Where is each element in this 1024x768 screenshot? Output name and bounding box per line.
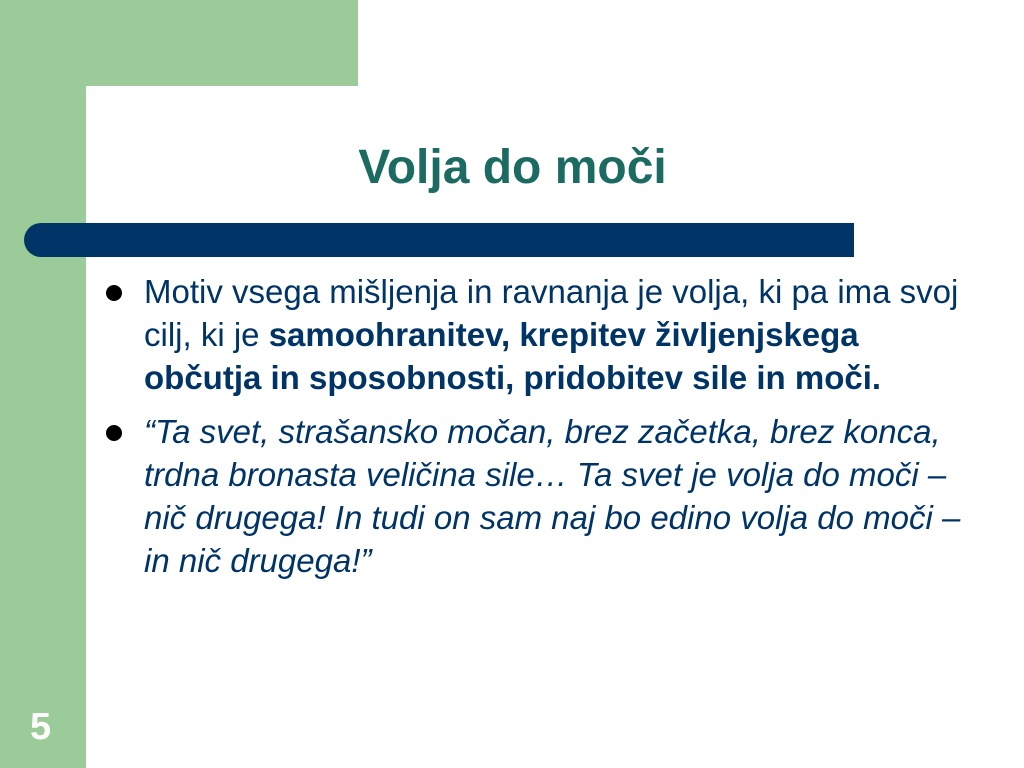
bullet-dot-icon — [106, 425, 122, 441]
bullet-dot-icon — [106, 285, 122, 301]
bullet-item-1 — [104, 270, 984, 399]
slide-page-number: 5 — [30, 706, 52, 748]
left-decorative-band — [0, 0, 86, 768]
bullet-1-text: Motiv vsega mišljenja in ravnanja je volja, ki pa ima svoj cilj, ki je — [144, 273, 959, 353]
bullet-2-quote-text: “Ta svet, strašansko močan, brez začetka, brez konca, trdna bronasta veličina sile… Ta svet je volja do moči – nič drugega! In tudi on sam naj bo edino volja do moči – in nič drugega!” — [144, 413, 961, 579]
top-decorative-band — [0, 0, 358, 86]
bullet-list — [104, 270, 984, 593]
bullet-1-bold-text: samoohranitev, krepitev življenjskega občutja in sposobnosti, pridobitev sile in moči. — [144, 316, 882, 396]
title-underline-bar — [24, 223, 854, 257]
slide-title: Volja do moči — [358, 141, 667, 194]
bullet-item-2 — [104, 410, 984, 582]
